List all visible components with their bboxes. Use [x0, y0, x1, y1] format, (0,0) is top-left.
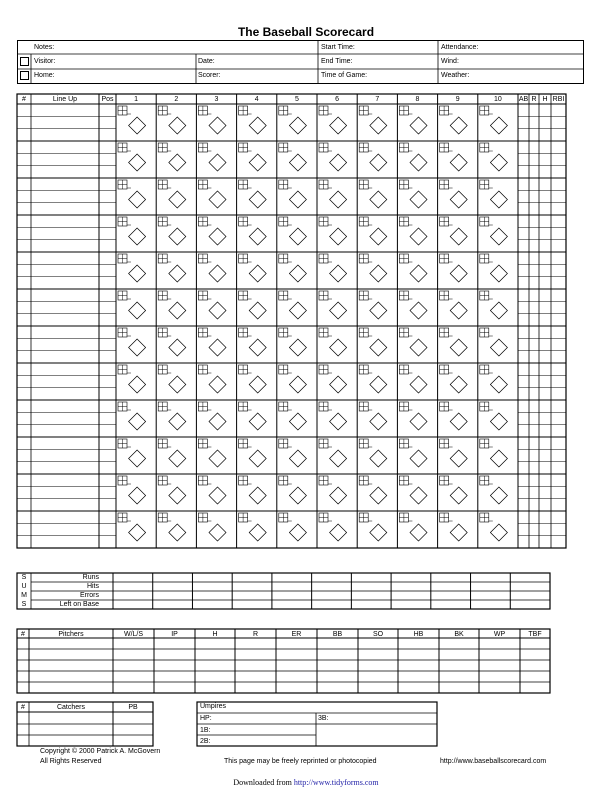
base-diamond [370, 228, 387, 245]
umpire-2b-label: 2B: [200, 738, 211, 745]
catcher-number-header: # [21, 704, 25, 711]
base-diamond [450, 265, 467, 282]
pitcher-col-r: R [252, 631, 259, 638]
base-diamond [129, 302, 146, 319]
base-diamond [410, 413, 427, 430]
base-diamond [209, 450, 226, 467]
pos-header: Pos [101, 96, 114, 103]
base-diamond [410, 487, 427, 504]
inning-header-5: 5 [294, 96, 299, 103]
pitcher-col-h: H [212, 631, 218, 638]
base-diamond [209, 376, 226, 393]
base-diamond [370, 524, 387, 541]
base-diamond [249, 265, 266, 282]
base-diamond [330, 376, 347, 393]
inning-header-2: 2 [174, 96, 179, 103]
base-diamond [330, 450, 347, 467]
summary-label-hits: Hits [86, 583, 99, 590]
base-diamond [370, 191, 387, 208]
umpires-title: Umpires [200, 703, 227, 710]
time-of-game-label: Time of Game: [321, 72, 368, 79]
wind-label: Wind: [441, 58, 459, 65]
base-diamond [370, 450, 387, 467]
base-diamond [169, 339, 186, 356]
base-diamond [490, 154, 507, 171]
page-title: The Baseball Scorecard [237, 25, 375, 39]
base-diamond [490, 339, 507, 356]
base-diamond [370, 265, 387, 282]
inning-header-7: 7 [375, 96, 380, 103]
base-diamond [289, 413, 306, 430]
pitcher-col-ip: IP [171, 631, 178, 638]
date-label: Date: [198, 58, 215, 65]
base-diamond [289, 524, 306, 541]
base-diamond [209, 339, 226, 356]
summary-label-runs: Runs [82, 574, 99, 581]
base-diamond [490, 376, 507, 393]
base-diamond [450, 228, 467, 245]
base-diamond [410, 302, 427, 319]
base-diamond [330, 117, 347, 134]
base-diamond [249, 450, 266, 467]
pitcher-col-er: ER [291, 631, 302, 638]
base-diamond [169, 154, 186, 171]
base-diamond [249, 376, 266, 393]
base-diamond [289, 302, 306, 319]
stat-header-ab: AB [518, 96, 529, 103]
stat-header-h: H [542, 96, 548, 103]
inning-header-9: 9 [455, 96, 460, 103]
umpire-hp-label: HP: [200, 715, 212, 722]
pitcher-number-header: # [21, 631, 25, 638]
inning-header-10: 10 [493, 96, 502, 103]
base-diamond [370, 376, 387, 393]
summary-letter-0: S [21, 574, 27, 581]
home-label: Home: [34, 72, 55, 79]
base-diamond [450, 376, 467, 393]
base-diamond [289, 228, 306, 245]
base-diamond [289, 117, 306, 134]
base-diamond [169, 117, 186, 134]
base-diamond [370, 339, 387, 356]
base-diamond [450, 450, 467, 467]
base-diamond [209, 302, 226, 319]
base-diamond [289, 191, 306, 208]
base-diamond [330, 487, 347, 504]
base-diamond [370, 487, 387, 504]
base-diamond [330, 154, 347, 171]
base-diamond [209, 487, 226, 504]
base-diamond [490, 524, 507, 541]
base-diamond [450, 339, 467, 356]
summary-label-left-on-base: Left on Base [59, 601, 99, 608]
base-diamond [249, 228, 266, 245]
attendance-label: Attendance: [441, 44, 479, 51]
umpire-3b-label: 3B: [318, 715, 329, 722]
base-diamond [490, 228, 507, 245]
pitcher-col-bk: BK [454, 631, 464, 638]
base-diamond [490, 487, 507, 504]
base-diamond [450, 154, 467, 171]
base-diamond [490, 117, 507, 134]
base-diamond [330, 413, 347, 430]
pitchers-border [17, 629, 550, 693]
notes-label: Notes: [34, 44, 55, 51]
reprint-text: This page may be freely reprinted or photocopied [224, 758, 377, 765]
base-diamond [289, 154, 306, 171]
base-diamond [490, 413, 507, 430]
pitcher-col-wp: WP [493, 631, 506, 638]
base-diamond [490, 265, 507, 282]
base-diamond [169, 376, 186, 393]
pitcher-col-tbf: TBF [528, 631, 542, 638]
base-diamond [129, 524, 146, 541]
inning-header-8: 8 [415, 96, 420, 103]
base-diamond [209, 191, 226, 208]
base-diamond [450, 413, 467, 430]
base-diamond [129, 339, 146, 356]
base-diamond [169, 524, 186, 541]
pitcher-col-hb: HB [413, 631, 424, 638]
base-diamond [330, 228, 347, 245]
base-diamond [249, 154, 266, 171]
base-diamond [169, 302, 186, 319]
inning-header-3: 3 [214, 96, 219, 103]
summary-letter-2: M [21, 592, 27, 599]
downloaded-from [0, 778, 612, 787]
base-diamond [209, 524, 226, 541]
base-diamond [169, 265, 186, 282]
visitor-label: Visitor: [34, 58, 56, 65]
scorer-label: Scorer: [198, 72, 221, 79]
base-diamond [249, 191, 266, 208]
base-diamond [330, 302, 347, 319]
weather-label: Weather: [441, 72, 470, 79]
base-diamond [129, 413, 146, 430]
downloaded-prefix: Downloaded from [233, 778, 292, 787]
base-diamond [370, 154, 387, 171]
pitcher-col-pitchers: Pitchers [58, 631, 84, 638]
inning-header-6: 6 [335, 96, 340, 103]
base-diamond [410, 191, 427, 208]
base-diamond [370, 413, 387, 430]
pitcher-col-bb: BB [332, 631, 343, 638]
base-diamond [410, 117, 427, 134]
base-diamond [330, 191, 347, 208]
stat-header-r: R [531, 96, 537, 103]
lineup-header: Line Up [52, 96, 78, 103]
base-diamond [169, 487, 186, 504]
base-diamond [490, 191, 507, 208]
summary-label-errors: Errors [79, 592, 99, 599]
base-diamond [209, 413, 226, 430]
base-diamond [209, 265, 226, 282]
base-diamond [410, 524, 427, 541]
base-diamond [490, 450, 507, 467]
base-diamond [450, 117, 467, 134]
base-diamond [169, 450, 186, 467]
rights-text: All Rights Reserved [40, 758, 102, 765]
base-diamond [370, 302, 387, 319]
base-diamond [450, 487, 467, 504]
base-diamond [129, 191, 146, 208]
base-diamond [129, 228, 146, 245]
catchers-header: Catchers [56, 704, 85, 711]
base-diamond [289, 487, 306, 504]
base-diamond [249, 339, 266, 356]
base-diamond [410, 339, 427, 356]
base-diamond [249, 117, 266, 134]
base-diamond [490, 302, 507, 319]
base-diamond [169, 191, 186, 208]
site-text: http://www.baseballscorecard.com [440, 758, 547, 765]
base-diamond [410, 154, 427, 171]
base-diamond [289, 450, 306, 467]
base-diamond [249, 302, 266, 319]
base-diamond [129, 450, 146, 467]
lineup-number-header: # [22, 96, 26, 103]
umpire-1b-label: 1B: [200, 727, 211, 734]
pb-header: PB [128, 704, 138, 711]
summary-letter-3: S [21, 601, 27, 608]
base-diamond [289, 376, 306, 393]
base-diamond [289, 265, 306, 282]
base-diamond [249, 524, 266, 541]
base-diamond [410, 265, 427, 282]
base-diamond [129, 376, 146, 393]
base-diamond [330, 524, 347, 541]
base-diamond [450, 524, 467, 541]
end-time-label: End Time: [321, 58, 353, 65]
base-diamond [410, 450, 427, 467]
base-diamond [129, 117, 146, 134]
copyright-text: Copyright © 2000 Patrick A. McGovern [40, 748, 161, 755]
base-diamond [169, 228, 186, 245]
base-diamond [370, 117, 387, 134]
base-diamond [330, 265, 347, 282]
pitcher-col-so: SO [372, 631, 384, 638]
base-diamond [450, 191, 467, 208]
inning-header-4: 4 [254, 96, 259, 103]
inning-header-1: 1 [134, 96, 139, 103]
base-diamond [410, 228, 427, 245]
pitcher-col-wls: W/L/S [123, 631, 144, 638]
stat-header-rbi: RBI [552, 96, 565, 103]
base-diamond [209, 117, 226, 134]
summary-letter-1: U [21, 583, 27, 590]
tidyforms-link[interactable]: http://www.tidyforms.com [293, 778, 379, 787]
base-diamond [249, 413, 266, 430]
base-diamond [129, 265, 146, 282]
base-diamond [249, 487, 266, 504]
base-diamond [209, 228, 226, 245]
start-time-label: Start Time: [321, 44, 355, 51]
base-diamond [410, 376, 427, 393]
base-diamond [209, 154, 226, 171]
base-diamond [129, 154, 146, 171]
base-diamond [129, 487, 146, 504]
base-diamond [330, 339, 347, 356]
base-diamond [169, 413, 186, 430]
base-diamond [450, 302, 467, 319]
base-diamond [289, 339, 306, 356]
